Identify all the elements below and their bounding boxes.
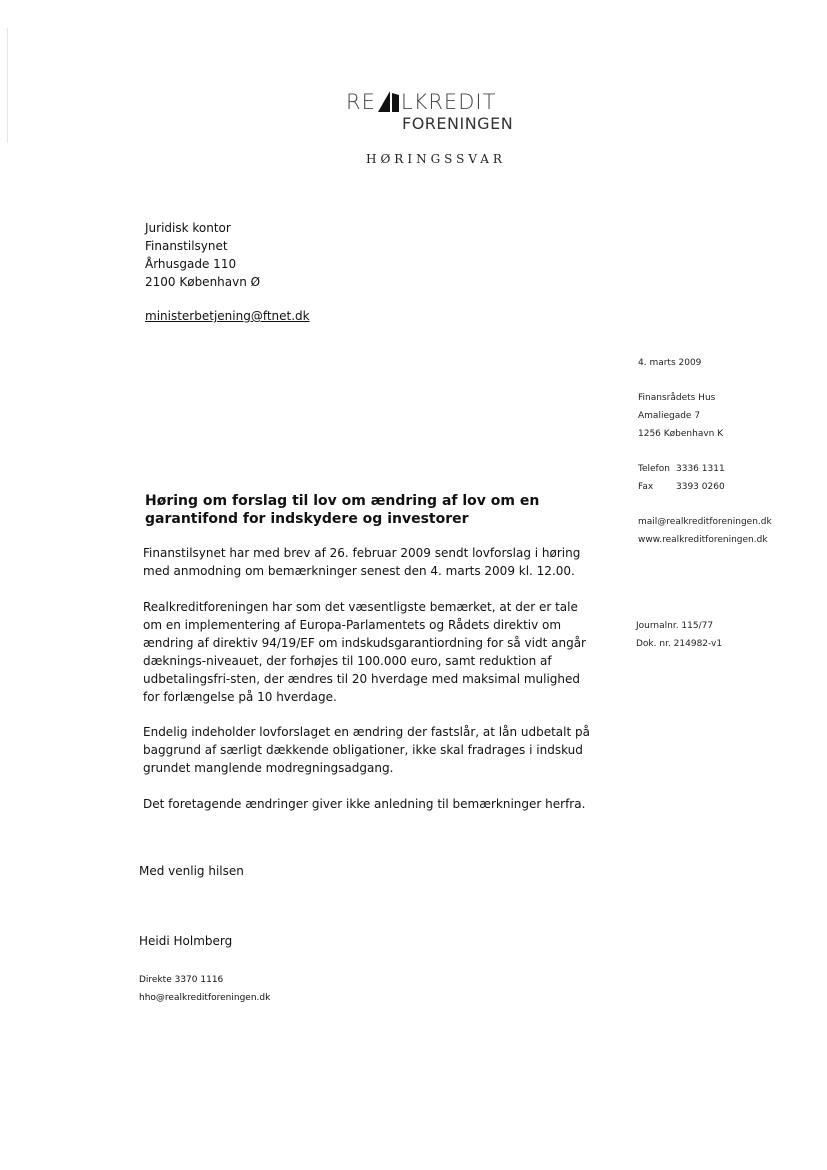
signer-contact <box>139 971 270 1007</box>
body-paragraph: Endelig indeholder lovforslaget en ændring der fastslår, at lån udbetalt på baggrund af særligt dækkende obligationer, ikke skal fradrages i indskud grundet manglende modregningsadgang. <box>143 725 590 775</box>
body-paragraph: Realkreditforeningen har som det væsentligste bemærket, at der er tale om en implementering af Europa-Parlamentets og Rådets direktiv om ændring af direktiv 94/19/EF om indskudsgarantiordning for så vidt angår dæknings-niveauet, der forhøjes til 100.000 euro, samt reduktion af udbetalingsfri-sten, der ændres til 20 hverdage med maksimal mulighed for forlængelse på 10 hverdage. <box>143 600 586 704</box>
logo-line-2: FORENINGEN <box>402 114 514 133</box>
sender-email-link[interactable]: mail@realkreditforeningen.dk <box>638 517 772 527</box>
fax-label: Fax <box>638 482 654 492</box>
document-reference <box>636 617 722 653</box>
fax-row <box>638 478 725 496</box>
signer-email-link[interactable]: hho@realkreditforeningen.dk <box>139 993 271 1003</box>
sender-address-line: Finansrådets Hus <box>638 393 716 403</box>
recipient-line: Juridisk kontor <box>145 221 231 235</box>
letter-subject: Høring om forslag til lov om ændring af lov om en garantifond for indskydere og investorer <box>145 493 540 527</box>
sender-address-line: Amaliegade 7 <box>638 411 701 421</box>
letter-date <box>638 354 701 372</box>
journal-number: Journalnr. 115/77 <box>636 621 714 631</box>
logo-flag-icon <box>377 91 400 112</box>
signer-direct-phone: Direkte 3370 1116 <box>139 975 224 985</box>
body-paragraph: Det foretagende ændringer giver ikke anledning til bemærkninger herfra. <box>143 797 586 811</box>
sender-online <box>638 513 772 549</box>
recipient-email-link[interactable]: ministerbetjening@ftnet.dk <box>145 309 310 323</box>
date-text: 4. marts 2009 <box>638 358 702 368</box>
realkreditforeningen-logo <box>346 90 546 136</box>
closing-salutation: Med venlig hilsen <box>139 864 244 878</box>
phone-label: Telefon <box>638 464 670 474</box>
recipient-line: Århusgade 110 <box>145 257 237 271</box>
sender-address <box>638 389 723 443</box>
recipient-line: Finanstilsynet <box>145 239 228 253</box>
recipient-address <box>145 219 260 291</box>
document-number: Dok. nr. 214982-v1 <box>636 639 723 649</box>
logo-text-part1: RE <box>346 90 376 114</box>
sender-contact <box>638 460 725 496</box>
document-type-heading: HØRINGSSVAR <box>366 152 506 166</box>
logo-text-part2: LKREDIT <box>400 90 497 114</box>
sender-address-line: 1256 København K <box>638 429 724 439</box>
phone-row <box>638 460 725 478</box>
phone-value: 3336 1311 <box>676 464 725 474</box>
logo-line-1 <box>346 90 496 114</box>
scan-edge-line <box>7 28 8 143</box>
signer-name: Heidi Holmberg <box>139 934 233 948</box>
fax-value: 3393 0260 <box>676 482 725 492</box>
body-paragraph: Finanstilsynet har med brev af 26. februar 2009 sendt lovforslag i høring med anmodning om bemærkninger senest den 4. marts 2009 kl. 12.00. <box>143 546 581 578</box>
recipient-line: 2100 København Ø <box>145 275 261 289</box>
sender-web-link[interactable]: www.realkreditforeningen.dk <box>638 535 768 545</box>
